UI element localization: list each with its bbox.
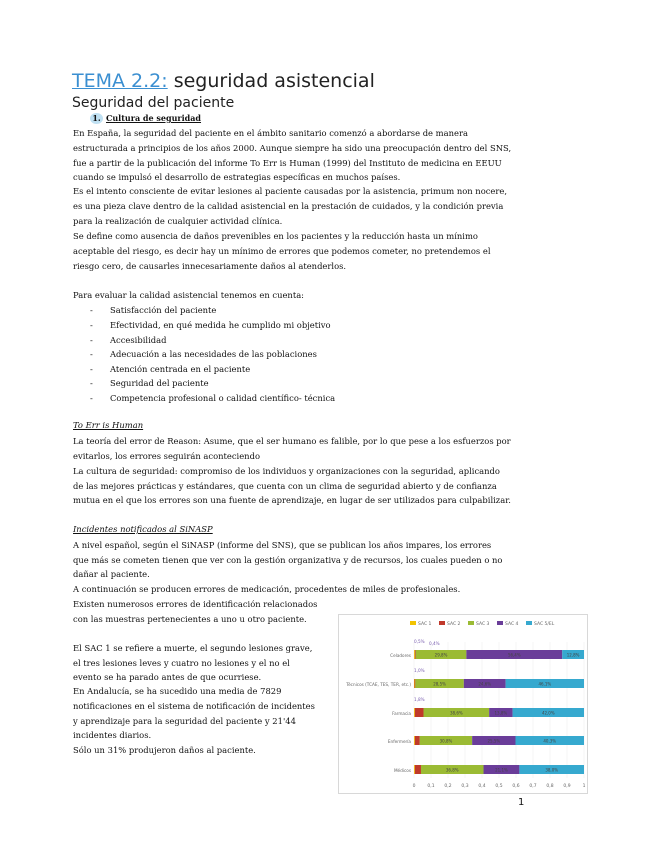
x-tick-label: 0,6 (512, 784, 520, 789)
paragraph-line: La cultura de seguridad: compromiso de los individuos y organizaciones con la seguridad, aplicando (73, 466, 500, 476)
category-label: Celadores (390, 653, 411, 658)
paragraph-line: Se define como ausencia de daños prevenibles en los pacientes y la reducción hasta un mínimo (73, 231, 478, 241)
legend-label: SAC 5/EL (534, 622, 555, 627)
bar-segment (414, 736, 415, 745)
x-tick-label: 1 (582, 784, 586, 789)
x-tick-label: 0,9 (563, 784, 571, 789)
bar-value-label: 38,6% (449, 710, 463, 716)
bar-value-label: 24,6% (478, 681, 492, 687)
paragraph-line: En España, la seguridad del paciente en el ámbito sanitario comenzó a abordarse de manera (73, 128, 468, 138)
bar-annotation: 0,5% (414, 639, 425, 644)
x-tick-label: 0,7 (529, 784, 537, 789)
bar-value-label: 46,1% (538, 681, 552, 687)
bar-segment (415, 736, 420, 745)
bar-segment (415, 679, 416, 688)
x-tick-label: 0,3 (461, 784, 469, 789)
bar-value-label: 29,8% (434, 652, 448, 658)
x-tick-label: 0,4 (478, 784, 486, 789)
sac-stacked-bar-chart (338, 614, 588, 794)
bar-segment (415, 765, 421, 774)
page-number: 1 (518, 797, 525, 808)
section-heading-cultura (90, 113, 201, 124)
paragraph-line: evento se ha parado antes de que ocurriese. (73, 672, 262, 682)
paragraph-line: A nivel español, según el SiNASP (informe del SNS), que se publican los años impares, los errores (73, 540, 492, 550)
eval-intro: Para evaluar la calidad asistencial tenemos en cuenta: (73, 290, 305, 300)
paragraph-line: evitarlos, los errores seguirán aconteciendo (73, 451, 260, 461)
x-tick-label: 0,2 (444, 784, 452, 789)
section-heading-sinasp: Incidentes notificados al SiNASP (73, 524, 213, 534)
paragraph-line: que más se cometen tienen que ver con la gestión organizativa y de recursos, los cuales pueden o no (73, 555, 503, 565)
paragraph-line: El SAC 1 se refiere a muerte, el segundo lesiones grave, (73, 643, 313, 653)
legend-swatch (410, 621, 416, 625)
legend-swatch (526, 621, 532, 625)
bar-value-label: 56,4% (507, 652, 521, 658)
paragraph-line: el tres lesiones leves y cuatro no lesiones y el no el (73, 658, 290, 668)
legend-label: SAC 4 (505, 622, 519, 627)
paragraph-line: Sólo un 31% produjeron daños al paciente. (73, 745, 256, 755)
bar-value-label: 28,5% (433, 681, 446, 687)
paragraph-line: estructurada a principios de los años 2000. Aunque siempre ha sido una preocupación dentro del SNS, (73, 143, 512, 153)
paragraph-line: La teoría del error de Reason: Asume, que el ser humano es falible, por lo que pese a los esfuerzos por (73, 436, 511, 446)
bar-value-label: 12,8% (566, 652, 580, 658)
legend-swatch (468, 621, 474, 625)
list-item: - Seguridad del paciente (90, 378, 209, 388)
paragraph-line: fue a partir de la publicación del informe To Err is Human (1999) del Instituto de medicina en EEUU (73, 158, 502, 168)
bar-value-label: 30,8% (439, 738, 453, 744)
paragraph-line: mutua en el que los errores son una fuente de aprendizaje, en lugar de ser utilizados para culpabilizar. (73, 495, 511, 505)
title-number: TEMA 2.2: (72, 70, 168, 92)
section-heading-to-err: To Err is Human (73, 420, 144, 430)
paragraph-line: de las mejores prácticas y estándares, que cuenta con un clima de seguridad abierto y de confianza (73, 481, 497, 491)
section-number: 1. (90, 113, 103, 124)
title-text: seguridad asistencial (167, 70, 375, 92)
list-item: - Efectividad, en qué medida he cumplido mi objetivo (90, 320, 331, 330)
bar-value-label: 13,8% (494, 710, 508, 716)
bar-value-label: 21,1% (495, 767, 508, 773)
paragraph-line: En Andalucía, se ha sucedido una media de 7829 (73, 686, 282, 696)
paragraph-line: y aprendizaje para la seguridad del paciente y 21'44 (73, 716, 296, 726)
paragraph-line: notificaciones en el sistema de notificación de incidentes (73, 701, 315, 711)
bar-annotation: 0,4% (429, 641, 440, 646)
bar-segment (415, 650, 416, 659)
paragraph-line: es una pieza clave dentro de la calidad asistencial en la prestación de cuidados, y la condición previa (73, 201, 504, 211)
list-item: - Atención centrada en el paciente (90, 364, 251, 374)
bar-value-label: 40,3% (543, 738, 557, 744)
paragraph-line: dañar al paciente. (73, 569, 150, 579)
paragraph-line: aceptable del riesgo, es decir hay un mínimo de errores que podemos cometer, no pretendemos el (73, 246, 491, 256)
page-subtitle: Seguridad del paciente (72, 95, 235, 111)
section-heading-text: Cultura de seguridad (106, 113, 202, 123)
bar-segment (414, 765, 415, 774)
legend-label: SAC 2 (447, 622, 461, 627)
paragraph-line: Es el intento consciente de evitar lesiones al paciente causadas por la asistencia, primum non nocere, (73, 186, 508, 196)
x-tick-label: 0,1 (427, 784, 435, 789)
list-item: - Competencia profesional o calidad científico- técnica (90, 393, 336, 403)
list-item: - Adecuación a las necesidades de las poblaciones (90, 349, 317, 359)
bar-segment (414, 708, 415, 717)
category-label: Técnicos (TCAE, TES, TER, etc.) (346, 682, 411, 687)
bar-annotation: 1,8% (414, 697, 425, 702)
bar-annotation: 1,0% (414, 668, 425, 673)
x-tick-label: 0,8 (546, 784, 554, 789)
legend-label: SAC 3 (476, 622, 490, 627)
x-tick-label: 0 (412, 784, 416, 789)
bar-value-label: 36,8% (445, 767, 459, 773)
list-item: - Accesibilidad (90, 335, 167, 345)
paragraph-line: incidentes diarios. (73, 730, 152, 740)
bar-segment (414, 679, 415, 688)
paragraph-line: riesgo cero, de causarles innecesariamente daños al atenderlos. (73, 261, 347, 271)
paragraph-line: Existen numerosos errores de identificación relacionados (73, 599, 318, 609)
category-label: Médicos (393, 768, 411, 773)
page-title (72, 70, 375, 92)
list-item: - Satisfacción del paciente (90, 305, 217, 315)
legend-swatch (497, 621, 503, 625)
category-label: Enfermería (387, 739, 411, 744)
bar-value-label: 42,0% (541, 710, 555, 716)
bar-segment (415, 708, 424, 717)
legend-label: SAC 1 (418, 622, 432, 627)
bar-segment (414, 650, 415, 659)
legend-swatch (439, 621, 445, 625)
category-label: Farmacia (392, 711, 411, 716)
x-tick-label: 0,5 (495, 784, 503, 789)
paragraph-line: con las muestras pertenecientes a uno u otro paciente. (73, 614, 307, 624)
paragraph-line: para la realización de cualquier actividad clínica. (73, 216, 283, 226)
paragraph-line: A continuación se producen errores de medicación, procedentes de miles de profesionales. (73, 584, 461, 594)
paragraph-line: cuando se impulsó el desarrollo de estrategias específicas en muchos países. (73, 172, 401, 182)
bar-value-label: 38,0% (545, 767, 559, 773)
bar-value-label: 25,5% (487, 738, 501, 744)
